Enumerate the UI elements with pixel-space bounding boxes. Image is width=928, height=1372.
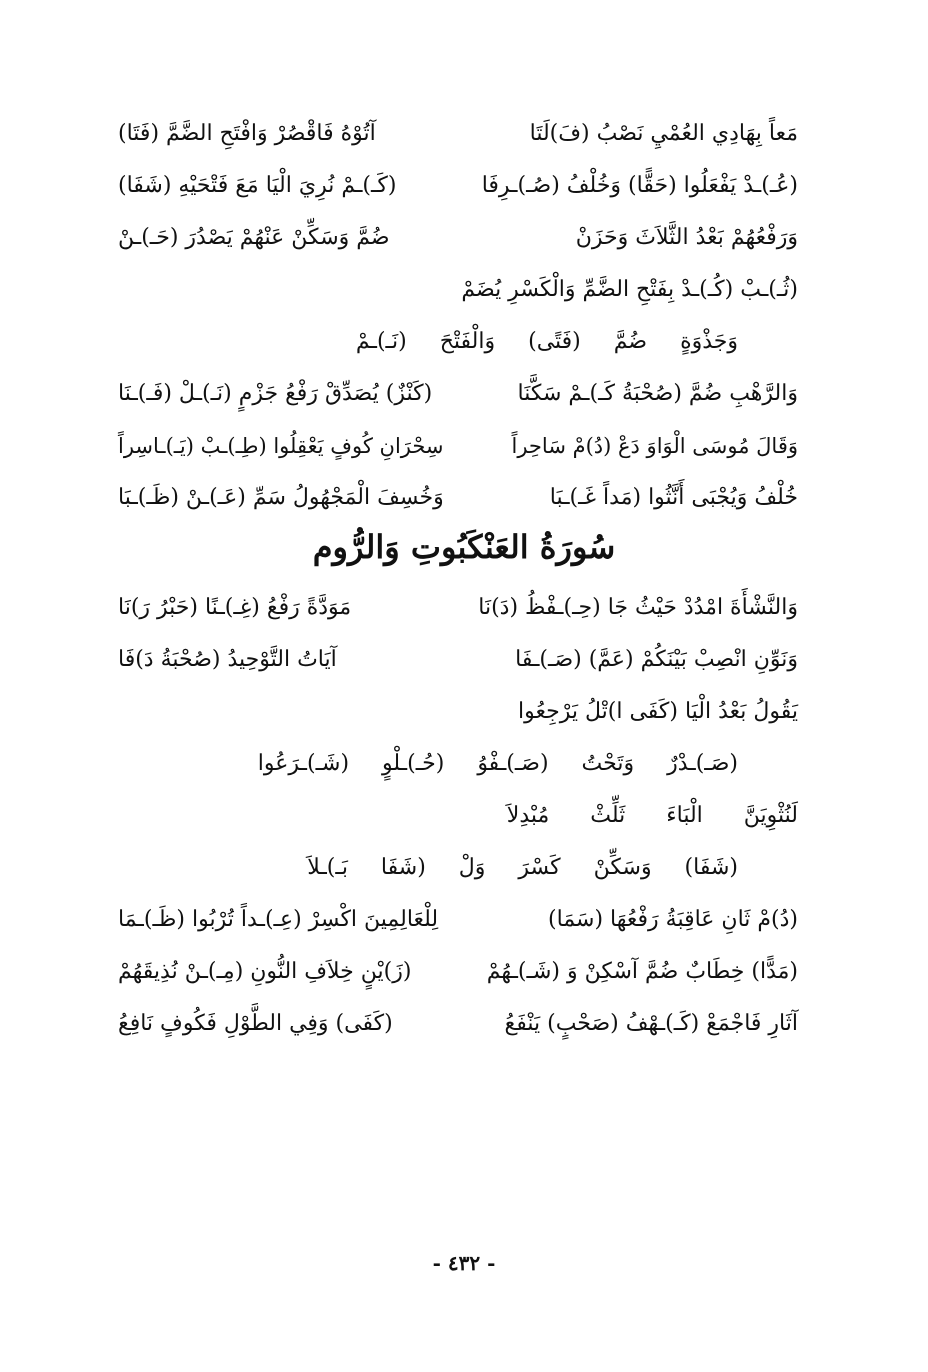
verse-line: [118, 998, 798, 1050]
verse-second-hemistich: سِحْرَانِ كُوفٍ يَعْقِلُوا (طِـ)ـبْ (يَـ)ـاسِراً: [118, 434, 444, 458]
verse-first-hemistich: (مَدًّا) خِطَابٌ ضُمَّ آسْكِنْ وَ (شَـ)ـهُمْ: [486, 959, 798, 984]
verse-second-hemistich: وَخُسِفَ الْمَجْهُولُ سَمِّ (عَـ)ـنْ (ظَـ)ـبَا: [118, 485, 444, 510]
surah-title: سُورَةُ العَنْكَبُوتِ وَالرُّوم: [312, 528, 616, 566]
verse-second-hemistich: (كَـ)ـمْ نُرِيَ الْيَا مَعَ فَتْحَيْهِ (شَفَا): [118, 173, 397, 198]
verse-block-previous-surah: [118, 108, 798, 524]
verse-second-hemistich: (زَ)يْنٍ خِلاَفِ النُّونِ (مِـ)ـنْ نُذِيقَهُمْ: [118, 959, 412, 984]
verse-second-hemistich: ضُمَّ وَسَكِّنْ عَنْهُمْ يَصْدُرَ (حَـ)ـنْ: [118, 225, 390, 250]
verse-second-hemistich: آتُوْهُ فَاقْصُرْ وَافْتَحِ الضَّمَّ (فَتَا): [118, 121, 376, 146]
page-number: - ٤٣٢ -: [432, 1251, 496, 1275]
verse-line: [118, 316, 798, 368]
verse-first-hemistich: آثَارِ فَاجْمَعْ (كَـ)ـهْفُ (صَحْبٍ) يَنْفَعُ: [504, 1011, 798, 1036]
verse-first-hemistich: (دُ)مْ ثَانِ عَاقِبَةُ رَفْعُهَا (سَمَا): [548, 907, 798, 932]
verse-line: [118, 368, 798, 420]
verse-first-hemistich: لَنُثْوِيَنَّ الْبَاءَ ثَلِّثْ مُبْدِلاَ: [506, 803, 798, 828]
verse-line: [118, 212, 798, 264]
verse-first-hemistich: يَقُولُ بَعْدُ الْيَا (كَفَى ا)تْلُ يَرْجِعُوا: [518, 699, 798, 724]
verse-second-hemistich: لِلْعَالِمِينَ اكْسِرْ (عِـ)ـداً تُرْبُوا (ظَـ)ـمَا: [118, 907, 439, 932]
verse-line: [118, 264, 798, 316]
verse-line: [118, 582, 798, 634]
verse-second-hemistich: (كَفَى) وَفِي الطَّوْلِ فَكُوفٍ نَافِعُ: [118, 1011, 393, 1036]
verse-line: [118, 634, 798, 686]
verse-second-hemistich: مَوَدَّةً رَفْعُ (غِـ)ـنًا (حَبْرُ رَ)نَا: [118, 595, 352, 620]
verse-line: [118, 790, 798, 842]
verse-line: [118, 420, 798, 472]
verse-second-hemistich: (صَـ)ـدْرٌ وَتَحْتُ (صَـ)ـفْوُ (حُـ)ـلْوٍ (شَـ)ـرَعُوا: [257, 751, 738, 776]
verse-line: [118, 894, 798, 946]
verse-first-hemistich: خُلْفُ وَيُجْبَى أَنَّثُوا (مَداً غَـ)ـبَا: [549, 485, 798, 510]
verse-first-hemistich: مَعاً بِهَادِي العُمْيِ نَصْبُ (فَ)لَتَا: [529, 121, 798, 146]
verse-second-hemistich: آيَاتُ التَّوْحِيدُ (صُحْبَةُ دَ)فَا: [118, 647, 337, 672]
verse-line: [118, 738, 798, 790]
verse-second-hemistich: (كَنْزٌ) يُصَدِّقْ رَفْعُ جَزْمٍ (نَـ)ـلْ (فَـ)ـنَا: [118, 381, 433, 406]
verse-line: [118, 472, 798, 524]
verse-line: [118, 160, 798, 212]
verse-first-hemistich: وَقَالَ مُوسَى الْوَاوَ دَعْ (دُ)مْ سَاحِراً: [511, 434, 798, 458]
verse-first-hemistich: وَنَوِّنِ انْصِبْ بَيْنَكُمْ (عَمَّ) (صَـ)ـفَا: [515, 647, 798, 672]
verse-first-hemistich: (ثُـ)ـبْ (كُـ)ـدْ بِفَتْحِ الضَّمِّ وَالْكَسْرِ يُضَمْ: [461, 277, 798, 302]
verse-line: [118, 686, 798, 738]
verse-second-hemistich: وَجَذْوَةٍ ضُمَّ (فَتًى) وَالْفَتْحَ (نَـ)ـمْ: [355, 329, 738, 354]
verse-block-surah: [118, 582, 798, 1050]
verse-line: [118, 108, 798, 160]
verse-line: [118, 842, 798, 894]
verse-second-hemistich: (شَفَا) وَسَكِّنْ كَسْرَ وَلْ (شَفَا بَـ)ـلاَ: [307, 855, 738, 880]
verse-line: [118, 946, 798, 998]
verse-first-hemistich: وَرَفْعُهُمْ بَعْدُ الثَّلاَثَ وَحَزَنْ: [575, 225, 798, 250]
verse-first-hemistich: (عُـ)ـدْ يَفْعَلُوا (حَقًّا) وَخُلْفُ (صُـ)ـرِفَا: [481, 173, 798, 198]
verse-first-hemistich: وَالنَّشْأَةَ امْدُدْ حَيْثُ جَا (حِـ)ـفْظُ (دَ)نَا: [478, 595, 798, 620]
verse-first-hemistich: وَالرَّهْبِ ضُمَّ (صُحْبَةُ كَـ)ـمْ سَكَّنَا: [517, 381, 798, 406]
